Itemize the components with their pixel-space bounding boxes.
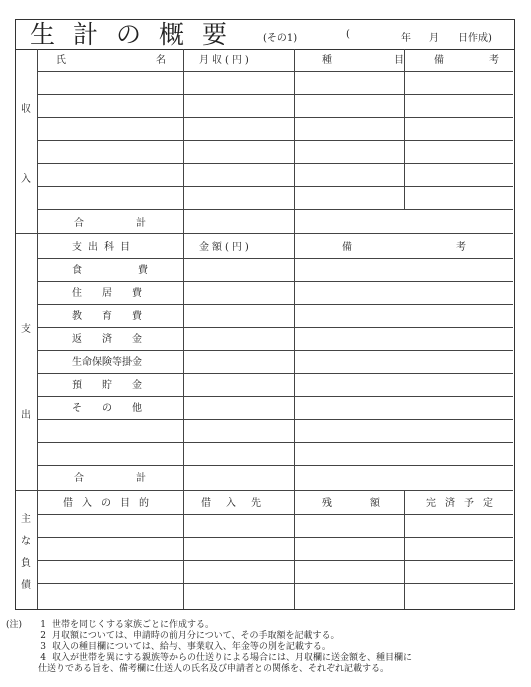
note-text: 月収額については、申請時の前月分について、その手取額を記載する。 (52, 631, 340, 641)
income-side-char-2: 入 (21, 174, 31, 185)
income-col-type-b: 目 (394, 55, 404, 66)
expense-item-housing: 住居費 (72, 288, 162, 299)
debt-col-payoff: 完済予定 (426, 498, 502, 509)
horizontal-rule (37, 281, 513, 282)
income-col-remarks (434, 55, 504, 67)
note-row-5 (6, 664, 526, 675)
expense-item-food (72, 265, 152, 277)
note-row-1 (6, 620, 526, 631)
income-col-name (56, 55, 166, 67)
notes-label: (注) (6, 620, 23, 630)
income-total-b: 計 (136, 218, 146, 229)
debt-col-balance: 残額 (322, 498, 418, 509)
debt-side-char-3: 負 (21, 558, 31, 569)
horizontal-rule (37, 71, 513, 72)
note-text: 世帯を同じくする家族ごとに作成する。 (52, 620, 215, 630)
vertical-rule (404, 490, 405, 609)
income-col-type (322, 55, 404, 67)
income-col-name-b: 名 (156, 55, 166, 66)
expense-col-remarks-b: 考 (456, 242, 466, 253)
debt-side-char-1: 主 (21, 514, 31, 525)
income-col-type-a: 種 (322, 55, 332, 66)
expense-col-remarks-a: 備 (342, 242, 352, 253)
horizontal-rule (37, 350, 513, 351)
food-b: 費 (138, 265, 148, 276)
vertical-rule (37, 49, 38, 609)
horizontal-rule (37, 163, 513, 164)
note-spacer (6, 653, 32, 664)
note-num: 1 (40, 620, 46, 630)
horizontal-rule (37, 140, 513, 141)
income-col-name-a: 氏 (56, 55, 66, 66)
expense-item-insurance: 生命保険等掛金 (72, 357, 142, 368)
horizontal-rule (37, 583, 513, 584)
horizontal-rule (37, 396, 513, 397)
horizontal-rule (37, 514, 513, 515)
horizontal-rule (37, 373, 513, 374)
income-col-remarks-b: 考 (489, 55, 499, 66)
note-text: 仕送りである旨を、備考欄に仕送人の氏名及び申請者との関係を、それぞれ記載する。 (38, 664, 390, 674)
notes (6, 620, 526, 675)
vertical-rule (183, 490, 184, 609)
expense-item-other: その他 (72, 403, 162, 414)
form-title: 生計の概要 (30, 20, 246, 49)
expense-side-char-2: 出 (21, 410, 31, 421)
horizontal-rule (37, 304, 513, 305)
note-row-2 (6, 631, 526, 642)
expense-item-education: 教育費 (72, 311, 162, 322)
horizontal-rule (37, 327, 513, 328)
debt-side-char-2: な (21, 536, 31, 547)
debt-col-purpose: 借入の目的 (63, 498, 158, 509)
horizontal-rule (16, 233, 513, 234)
note-text: 収入が世帯を異にする親族等からの仕送りによる場合には、月収欄に送金額を、種目欄に (52, 653, 413, 663)
date-label: 日作成) (458, 33, 492, 44)
note-spacer (6, 631, 32, 642)
horizontal-rule (37, 94, 513, 95)
horizontal-rule (37, 560, 513, 561)
vertical-rule (183, 233, 184, 490)
note-spacer (6, 642, 32, 653)
horizontal-rule (37, 442, 513, 443)
note-num: 3 (40, 642, 46, 652)
horizontal-rule (37, 537, 513, 538)
horizontal-rule (37, 117, 513, 118)
expense-total-label (74, 473, 152, 485)
vertical-rule (294, 233, 295, 490)
horizontal-rule (37, 258, 513, 259)
expense-item-savings: 預貯金 (72, 380, 162, 391)
horizontal-rule (37, 419, 513, 420)
income-col-remarks-a: 備 (434, 55, 444, 66)
income-side-char-1: 収 (21, 104, 31, 115)
vertical-rule (294, 490, 295, 609)
horizontal-rule (37, 186, 513, 187)
income-col-monthly: 月収(円) (199, 55, 252, 66)
note-text: 収入の種目欄については、給与、事業収入、年金等の別を記載する。 (52, 642, 331, 652)
expense-total-b: 計 (136, 473, 146, 484)
expense-col-item: 支出科目 (72, 242, 136, 253)
expense-col-amount: 金額(円) (199, 242, 252, 253)
title-row (16, 20, 514, 50)
note-row-3 (6, 642, 526, 653)
date-open-paren: ( (346, 29, 350, 40)
vertical-rule (294, 49, 295, 233)
food-a: 食 (72, 265, 82, 276)
year-label: 年 (401, 33, 411, 44)
living-summary-form (15, 19, 515, 610)
note-num: 4 (40, 653, 46, 663)
debt-col-lender: 借入先 (201, 498, 276, 509)
income-total-a: 合 (74, 218, 84, 229)
note-row-4 (6, 653, 526, 664)
horizontal-rule (16, 490, 513, 491)
expense-item-repayment: 返済金 (72, 334, 162, 345)
expense-total-a: 合 (74, 473, 84, 484)
debt-side-char-4: 債 (21, 580, 31, 591)
vertical-rule (404, 49, 405, 210)
note-spacer (6, 664, 38, 675)
vertical-rule (183, 49, 184, 233)
note-num: 2 (40, 631, 46, 641)
horizontal-rule (37, 209, 513, 210)
expense-side-char-1: 支 (21, 324, 31, 335)
horizontal-rule (37, 465, 513, 466)
form-subtitle: (その1) (263, 33, 298, 44)
month-label: 月 (429, 33, 439, 44)
income-total-label (74, 218, 152, 230)
